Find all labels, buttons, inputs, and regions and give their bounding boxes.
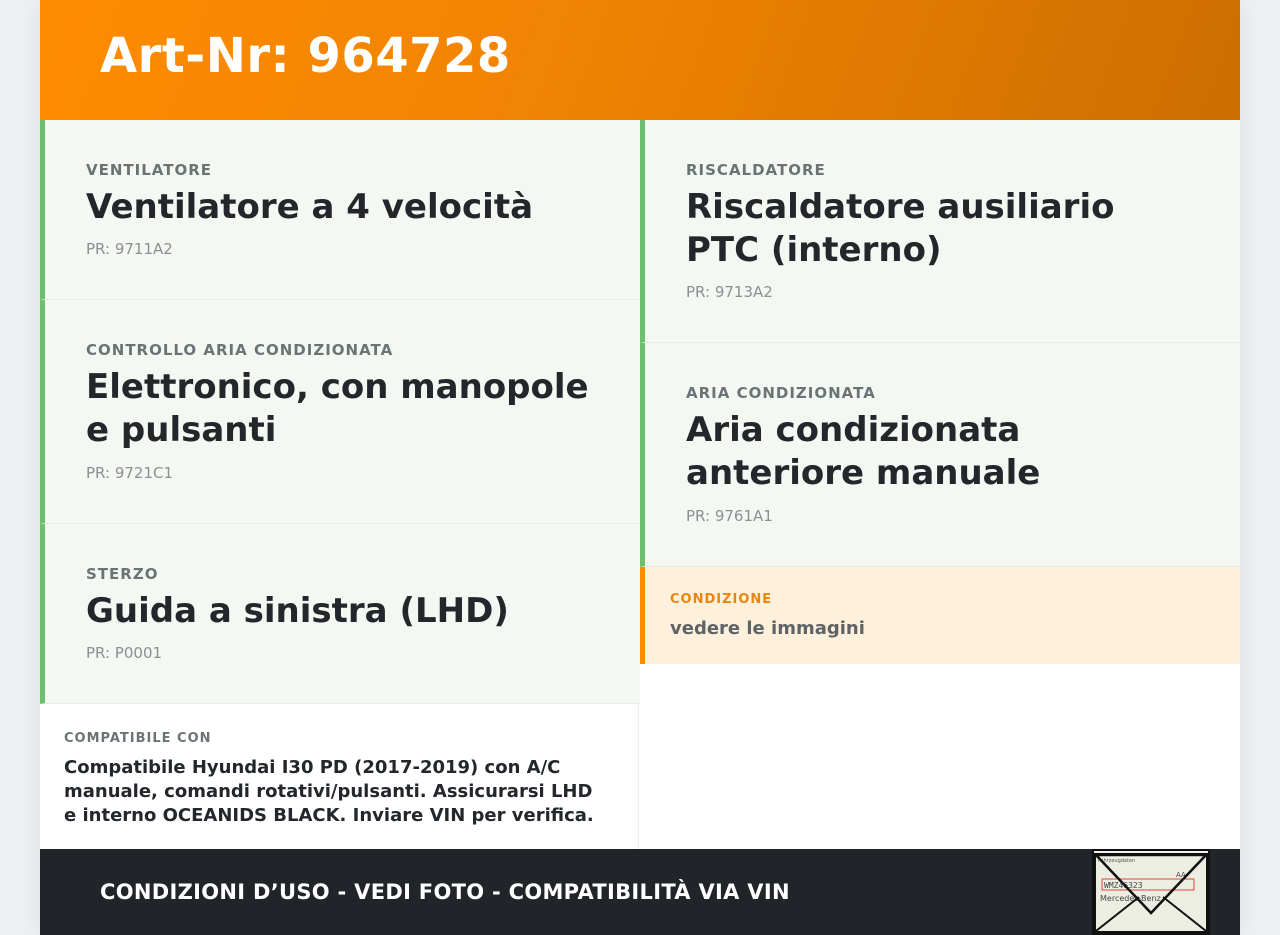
- article-number-title: Art-Nr: 964728: [100, 28, 511, 84]
- spec-category: RISCALDATORE: [686, 161, 826, 179]
- spec-value: Aria condizionata anteriore manuale: [686, 410, 1041, 493]
- spec-pr-code: PR: 9713A2: [686, 283, 773, 301]
- envelope-icon: [1094, 851, 1208, 933]
- thumb-label-text: Fahrzeugdaten: [1098, 858, 1136, 864]
- thumb-aa-text: AA: [1176, 871, 1186, 879]
- spec-category: CONTROLLO ARIA CONDIZIONATA: [86, 341, 394, 359]
- compatibility-label: COMPATIBILE CON: [64, 731, 212, 746]
- compatibility-text: Compatibile Hyundai I30 PD (2017-2019) con A/C manuale, comandi rotativi/pulsanti. Assicurarsi LHD e interno OCEANIDS BLACK. Inviare VIN per verifica.: [64, 757, 594, 826]
- spec-category: STERZO: [86, 565, 159, 583]
- spec-category: ARIA CONDIZIONATA: [686, 384, 876, 402]
- spec-value: Elettronico, con manopole e pulsanti: [86, 367, 589, 450]
- spec-pr-code: PR: 9721C1: [86, 464, 174, 482]
- product-sheet: [40, 0, 1240, 935]
- thumb-code-text: WMZ46323: [1104, 881, 1143, 890]
- spec-value: Guida a sinistra (LHD): [86, 591, 509, 631]
- spec-card-ventilatore: [40, 120, 640, 300]
- spec-value: Riscaldatore ausiliario PTC (interno): [686, 187, 1115, 270]
- spec-pr-code: PR: P0001: [86, 644, 163, 662]
- right-spec-column: [640, 120, 1240, 567]
- spec-card-controllo-aria: [40, 300, 640, 524]
- header-bar: [40, 0, 1240, 120]
- spec-value: Ventilatore a 4 velocità: [86, 187, 534, 227]
- spec-pr-code: PR: 9711A2: [86, 240, 173, 258]
- photo-thumbnail[interactable]: [1092, 849, 1210, 935]
- left-spec-column: [40, 120, 640, 704]
- condition-text: vedere le immagini: [670, 618, 865, 639]
- condition-box: [640, 567, 1240, 664]
- spec-category: VENTILATORE: [86, 161, 213, 179]
- footer-bar: [40, 849, 1240, 935]
- thumb-brand-text: Mercedes-Benz: [1100, 894, 1161, 903]
- spec-card-aria-condizionata: [640, 343, 1240, 567]
- condition-label: CONDIZIONE: [670, 592, 773, 607]
- footer-text: CONDIZIONI D’USO - VEDI FOTO - COMPATIBILITÀ VIA VIN: [100, 880, 790, 904]
- spec-card-sterzo: [40, 524, 640, 704]
- spec-pr-code: PR: 9761A1: [686, 507, 773, 525]
- compatibility-box: [40, 704, 639, 849]
- spec-card-riscaldatore: [640, 120, 1240, 343]
